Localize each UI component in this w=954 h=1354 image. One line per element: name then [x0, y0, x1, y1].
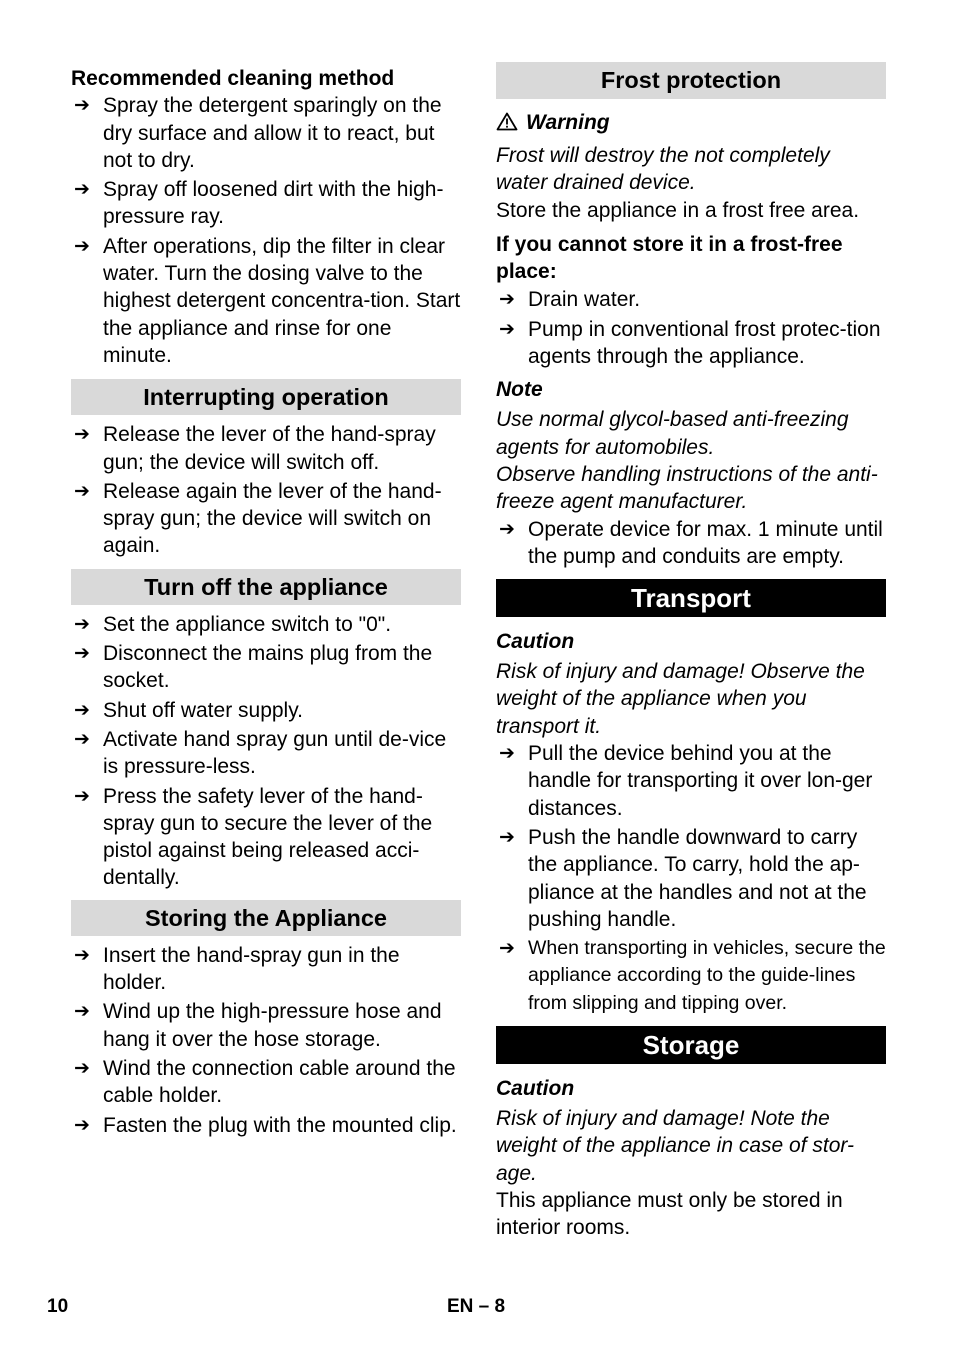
list-item: ➔ Wind the connection cable around the cable holder. [74, 1056, 456, 1108]
arrow-right-icon: ➔ [499, 938, 515, 960]
transport-caution-text: Risk of injury and damage! Observe the weight of the appliance when you transport it. [496, 660, 865, 738]
arrow-right-icon: ➔ [74, 235, 90, 257]
note-text-1: Use normal glycol-based anti-freezing agents for automobiles. [496, 408, 849, 459]
right-column [496, 62, 886, 1242]
arrow-right-icon: ➔ [74, 1001, 90, 1023]
arrow-right-icon: ➔ [74, 480, 90, 502]
storage-caution-text: Risk of injury and damage! Note the weight of the appliance in case of stor-age. [496, 1107, 854, 1185]
note-text-2: Observe handling instructions of the anti-freeze agent manufacturer. [496, 462, 878, 514]
arrow-right-icon: ➔ [74, 613, 90, 635]
list-item: ➔ Spray off loosened dirt with the high-pressure ray. [74, 178, 444, 229]
list-item: ➔ Shut off water supply. [71, 697, 461, 724]
arrow-right-icon: ➔ [74, 1114, 90, 1136]
list-item: ➔ Activate hand spray gun until de-vice is pressure-less. [74, 727, 447, 779]
list-item: ➔ Disconnect the mains plug from the socket. [74, 642, 433, 693]
list-item: ➔ Fasten the plug with the mounted clip. [71, 1112, 461, 1139]
list-item: ➔ After operations, dip the filter in clear water. Turn the dosing valve to the highest detergent concentra-tion. Start the appliance and rinse for one minute. [74, 234, 461, 367]
list-item: ➔ Insert the hand-spray gun in the holder. [74, 943, 400, 995]
list-item: ➔ When transporting in vehicles, secure the appliance according to the guide-lines from slipping and tipping over. [499, 937, 886, 1014]
warning-label-row [496, 109, 886, 138]
arrow-right-icon: ➔ [74, 95, 90, 117]
arrow-right-icon: ➔ [74, 643, 90, 665]
list-item: ➔ Wind up the high-pressure hose and hang it over the hose storage. [74, 1000, 442, 1051]
warning-triangle-icon [496, 111, 518, 138]
note-list [496, 516, 886, 571]
storage-text: This appliance must only be stored in interior rooms. [496, 1188, 843, 1240]
list-item: ➔ Pump in conventional frost protec-tion agents through the appliance. [499, 317, 881, 369]
recommended-heading: Recommended cleaning method [71, 67, 395, 90]
list-item: ➔ Set the appliance switch to "0". [71, 611, 461, 638]
list-item: ➔ Operate device for max. 1 minute until the pump and conduits are empty. [499, 517, 883, 568]
arrow-right-icon: ➔ [74, 1057, 90, 1079]
list-item: ➔ Press the safety lever of the hand-spray gun to secure the lever of the pistol against being released acci-dentally. [74, 784, 433, 890]
list-item: ➔ Push the handle downward to carry the appliance. To carry, hold the ap-pliance at the handles and not at the pushing handle. [499, 825, 867, 931]
frost-heading: Frost protection [496, 62, 886, 99]
frost-store-text: Store the appliance in a frost free area. [496, 198, 860, 222]
recommended-list [71, 92, 461, 369]
storing-list [71, 942, 461, 1139]
list-item: ➔ Spray the detergent sparingly on the dry surface and allow it to react, but not to dry. [74, 94, 442, 172]
arrow-right-icon: ➔ [499, 318, 515, 340]
transport-list [496, 740, 886, 1017]
warning-label: Warning [526, 111, 610, 134]
arrow-right-icon: ➔ [74, 944, 90, 966]
interrupting-heading: Interrupting operation [71, 379, 461, 415]
list-item: ➔ Drain water. [496, 286, 886, 313]
turnoff-heading: Turn off the appliance [71, 569, 461, 605]
arrow-right-icon: ➔ [499, 289, 515, 311]
arrow-right-icon: ➔ [74, 179, 90, 201]
transport-heading: Transport [496, 579, 886, 617]
arrow-right-icon: ➔ [499, 826, 515, 848]
arrow-right-icon: ➔ [74, 728, 90, 750]
arrow-right-icon: ➔ [499, 518, 515, 540]
storage-heading: Storage [496, 1026, 886, 1064]
left-column [71, 62, 461, 1139]
interrupting-list [71, 421, 461, 559]
arrow-right-icon: ➔ [74, 424, 90, 446]
frost-subheading: If you cannot store it in a frost-free place: [496, 232, 843, 284]
storage-caution-label: Caution [496, 1077, 575, 1101]
arrow-right-icon: ➔ [74, 785, 90, 807]
warning-text: Frost will destroy the not completely water drained device. [496, 144, 830, 195]
note-label: Note [496, 378, 543, 402]
arrow-right-icon: ➔ [74, 699, 90, 721]
transport-caution-label: Caution [496, 630, 575, 654]
storing-heading: Storing the Appliance [71, 900, 461, 936]
list-item: ➔ Release the lever of the hand-spray gun; the device will switch off. [74, 423, 436, 474]
frost-list [496, 286, 886, 370]
arrow-right-icon: ➔ [499, 743, 515, 765]
list-item: ➔ Release again the lever of the hand-spray gun; the device will switch on again. [74, 479, 442, 558]
page-number: 10 [47, 1296, 69, 1317]
turnoff-list [71, 611, 461, 892]
list-item: ➔ Pull the device behind you at the handle for transporting it over lon-ger distances. [499, 742, 873, 820]
page-label: EN – 8 [447, 1296, 506, 1317]
